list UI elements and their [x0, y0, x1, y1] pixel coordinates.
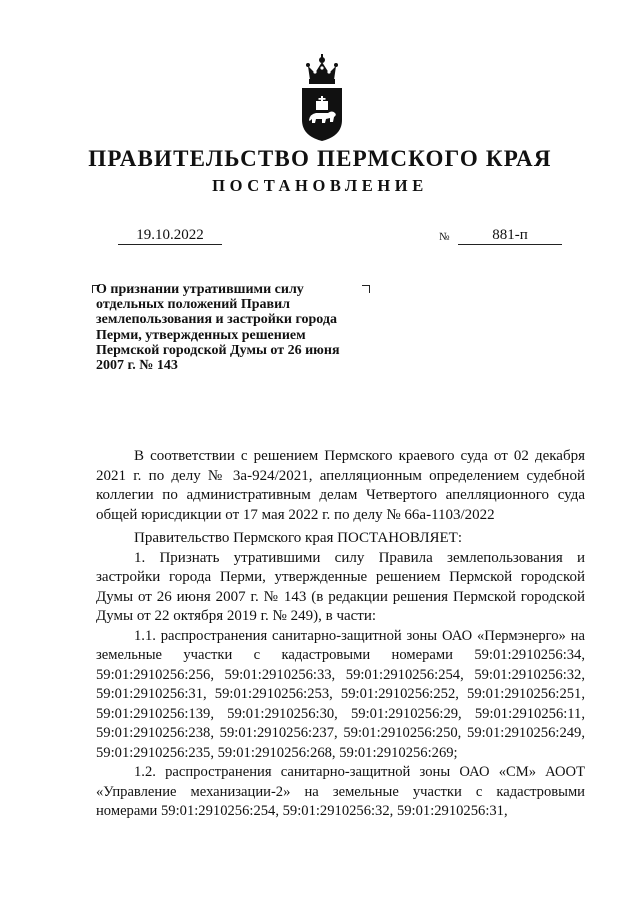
coat-of-arms-emblem: [296, 52, 348, 142]
item-1-2-paragraph: 1.2. распространения санитарно-защитной зоны ОАО «СМ» АООТ «Управление механизации-2» на земельные участки с кадастровыми номерами 59:01:2910256:254, 59:01:2910256:32, 59:01:2910256:31,: [96, 764, 585, 819]
resolution-paragraph: Правительство Пермского края ПОСТАНОВЛЯЕТ:: [134, 530, 463, 546]
item-1-1-paragraph: 1.1. распространения санитарно-защитной зоны ОАО «Пермэнерго» на земельные участки с кадастровыми номерами 59:01:2910256:34, 59:01:2910256:256, 59:01:2910256:33, 59:01:2910256:254, 59:01:2910256:32, 59:01:2910256:31, 59:01:2910256:253, 59:01:2910256:252, 59:01:2910256:251, 59:01:2910256:139, 59:01:2910256:30, 59:01:2910256:29, 59:01:2910256:11, 59:01:2910256:238, 59:01:2910256:237, 59:01:2910256:250, 59:01:2910256:249, 59:01:2910256:235, 59:01:2910256:268, 59:01:2910256:269;: [96, 627, 585, 761]
number-label: №: [439, 231, 450, 243]
document-number: 881-п: [458, 226, 562, 245]
document-date: 19.10.2022: [118, 226, 222, 245]
document-type: ПОСТАНОВЛЕНИЕ: [212, 176, 428, 195]
preamble-paragraph: В соответствии с решением Пермского краевого суда от 02 декабря 2021 г. по делу № 3а-924/2021, апелляционным определением судебной коллегии по административным делам Четвертого апелляционного суда общей юрисдикции от 17 мая 2022 г. по делу № 66а-1103/2022: [96, 448, 585, 523]
item-1-paragraph: 1. Признать утратившими силу Правила землепользования и застройки города Перми, утвержденные решением Пермской городской Думы от 26 июня 2007 г. № 143 (в редакции решения Пермской городской Думы от 22 октября 2019 г. № 249), в части:: [96, 549, 585, 624]
organization-name: ПРАВИТЕЛЬСТВО ПЕРМСКОГО КРАЯ: [88, 146, 552, 171]
document-body: [96, 447, 585, 822]
document-subject: О признании утратившими силу отдельных положений Правил землепользования и застройки города Перми, утвержденных решением Пермской городской Думы от 26 июня 2007 г. № 143: [96, 282, 340, 374]
